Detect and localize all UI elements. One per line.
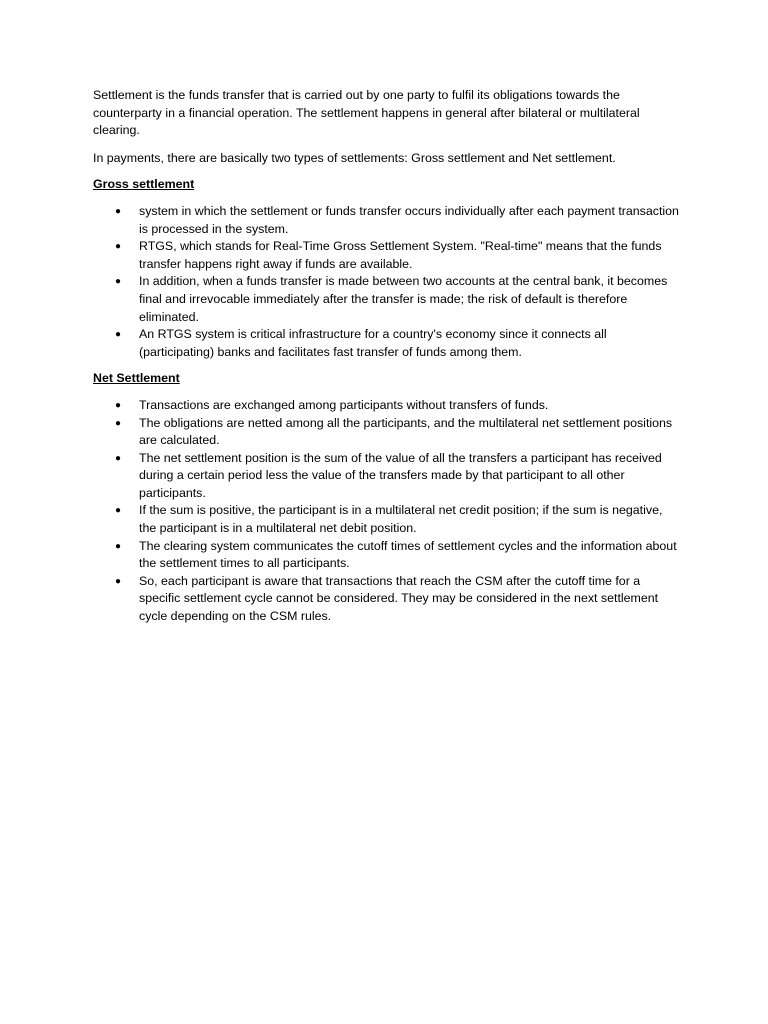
bullet-icon: ● bbox=[115, 241, 122, 253]
list-item bbox=[93, 203, 683, 238]
net-settlement-list bbox=[93, 397, 683, 626]
bullet-icon: ● bbox=[115, 329, 122, 341]
bullet-icon: ● bbox=[115, 575, 122, 587]
list-item bbox=[93, 273, 683, 326]
list-item-text: If the sum is positive, the participant is in a multilateral net credit position; if the sum is negative, the participant is in a multilateral net debit position. bbox=[139, 503, 663, 536]
list-item bbox=[93, 397, 683, 415]
intro-paragraph: Settlement is the funds transfer that is carried out by one party to fulfil its obligations towards the counterparty in a financial operation. The settlement happens in general after bilateral or multilateral clearing. bbox=[93, 88, 640, 138]
list-item-text: Transactions are exchanged among participants without transfers of funds. bbox=[139, 397, 549, 412]
bullet-icon: ● bbox=[115, 452, 122, 464]
list-item bbox=[93, 415, 683, 450]
list-item-text: RTGS, which stands for Real-Time Gross Settlement System. "Real-time" means that the funds transfer happens right away if funds are available. bbox=[139, 239, 662, 271]
list-item-text: system in which the settlement or funds transfer occurs individually after each payment transaction is processed in the system. bbox=[139, 203, 679, 236]
bullet-icon: ● bbox=[115, 540, 122, 552]
list-item bbox=[93, 238, 683, 273]
list-item-text: An RTGS system is critical infrastructure for a country's economy since it connects all (participating) banks and facilitates fast transfer of funds among them. bbox=[139, 327, 607, 359]
bullet-icon: ● bbox=[115, 399, 122, 411]
list-item bbox=[93, 573, 683, 626]
list-item-text: The clearing system communicates the cutoff times of settlement cycles and the information about the settlement times to all participants. bbox=[139, 538, 677, 571]
bullet-icon: ● bbox=[115, 417, 122, 429]
document-page bbox=[93, 87, 683, 635]
list-item-text: The obligations are netted among all the participants, and the multilateral net settlement positions are calculated. bbox=[139, 415, 673, 448]
list-item-text: The net settlement position is the sum of the value of all the transfers a participant has received during a certain period less the value of the transfers made by that participant to all other participants. bbox=[139, 450, 662, 500]
list-item bbox=[93, 326, 683, 361]
bullet-icon: ● bbox=[115, 205, 122, 217]
list-item bbox=[93, 538, 683, 573]
list-item bbox=[93, 450, 683, 503]
lead-paragraph: In payments, there are basically two types of settlements: Gross settlement and Net settlement. bbox=[93, 150, 616, 165]
list-item bbox=[93, 502, 683, 537]
bullet-icon: ● bbox=[115, 505, 122, 517]
gross-settlement-list bbox=[93, 203, 683, 361]
list-item-text: So, each participant is aware that transactions that reach the CSM after the cutoff time for a specific settlement cycle cannot be considered. They may be considered in the next settlement cycle depending on the CSM rules. bbox=[139, 573, 659, 624]
list-item-text: In addition, when a funds transfer is made between two accounts at the central bank, it becomes final and irrevocable immediately after the transfer is made; the risk of default is therefore eliminated. bbox=[139, 274, 668, 324]
bullet-icon: ● bbox=[115, 276, 122, 288]
gross-settlement-heading: Gross settlement bbox=[93, 177, 195, 192]
net-settlement-heading: Net Settlement bbox=[93, 371, 180, 386]
